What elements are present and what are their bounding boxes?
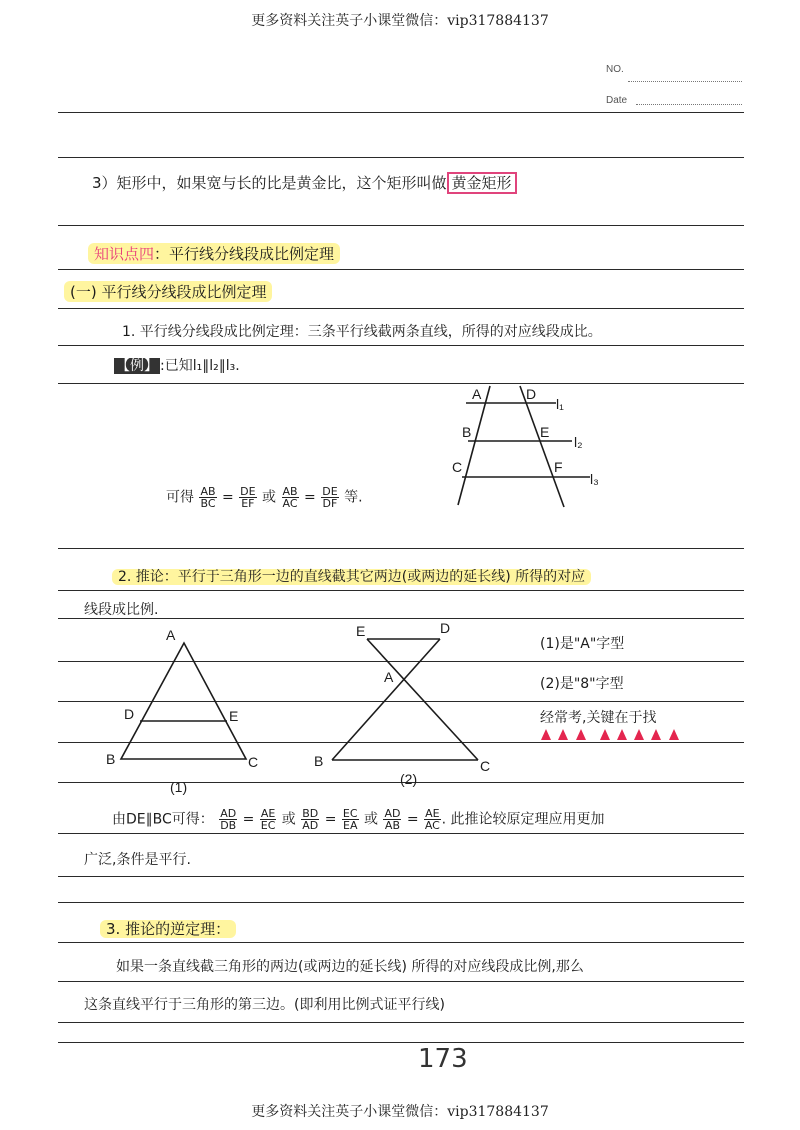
sub1-heading: (一) 平行线分线段成比例定理 <box>64 281 272 302</box>
point-label: B <box>106 751 116 767</box>
point-label: B <box>462 424 472 440</box>
frac-num: AB <box>200 485 216 498</box>
red-triangle-mark <box>651 729 661 740</box>
theorem1-text: 1. 平行线分线段成比例定理：三条平行线截两条直线，所得的对应线段成比。 <box>122 324 602 340</box>
frac-num: DE <box>322 485 338 498</box>
point-label: A <box>384 669 394 685</box>
conclusion1-suffix: 等. <box>344 489 363 506</box>
triangle-abc <box>121 643 246 759</box>
point-label: F <box>554 459 563 475</box>
or-word: 或 <box>364 811 379 828</box>
figure-caption: (2) <box>400 771 418 787</box>
converse-line2: 这条直线平行于三角形的第三边。(即利用比例式证平行线) <box>84 997 445 1013</box>
frac-den: DF <box>322 497 338 510</box>
corollary2-line2: 线段成比例. <box>84 602 159 618</box>
point-label: A <box>166 627 176 643</box>
point-label: D <box>526 386 537 402</box>
or-word: 或 <box>262 489 277 506</box>
frac-den: AB <box>384 819 400 832</box>
conclusion1-prefix: 可得 <box>166 489 194 506</box>
red-triangle-mark <box>669 729 679 740</box>
corollary-result-line2: 广泛,条件是平行. <box>84 852 191 868</box>
date-label: Date <box>606 95 628 106</box>
point-label: C <box>248 754 259 770</box>
point-label: D <box>440 620 451 636</box>
frac-num: BD <box>302 807 319 820</box>
frac-den: DB <box>220 819 237 832</box>
kp4-title: ：平行线分线段成比例定理 <box>154 245 335 263</box>
note-8-type: (2)是"8"字型 <box>540 676 624 692</box>
point-label: E <box>229 708 239 724</box>
point-label: C <box>452 459 463 475</box>
frac-den: EC <box>260 819 276 832</box>
cor-result-suffix: . 此推论较原定理应用更加 <box>441 811 605 828</box>
red-triangle-mark <box>558 729 568 740</box>
example-tag: 【例】 <box>116 358 158 374</box>
transversal-left <box>458 386 490 505</box>
line-label: l₂ <box>574 434 583 450</box>
note-key: 经常考,关键在于找 <box>540 710 657 726</box>
example-text: :已知l₁∥l₂∥l₃. <box>160 358 240 374</box>
cor-result-prefix: 由DE∥BC可得： <box>112 811 214 828</box>
segment-db <box>332 639 440 760</box>
watermark-footer: 更多资料关注英子小课堂微信：vip317884137 <box>251 1104 549 1120</box>
red-triangle-mark <box>600 729 610 740</box>
figure-a-type <box>121 643 246 759</box>
or-word: 或 <box>281 811 296 828</box>
point-label: C <box>480 758 491 774</box>
corollary2-text1: 2. 推论：平行于三角形一边的直线截其它两边(或两边的延长线) 所得的对应 <box>112 569 591 585</box>
segment-ec <box>367 639 478 760</box>
note-a-type: (1)是"A"字型 <box>540 636 625 652</box>
point-label: B <box>314 753 324 769</box>
figure-8-type <box>332 639 478 760</box>
red-triangle-mark <box>576 729 586 740</box>
point-label: E <box>540 424 550 440</box>
frac-den: BC <box>200 497 216 510</box>
red-triangle-mark <box>634 729 644 740</box>
no-label: NO. <box>606 64 624 75</box>
corollary-result-line1: 由DE∥BC可得： $\frac{AD}{DB}$ = $\frac{AE}{EC}$ 或 $\frac{BD}{AD}$ = $\frac{EC}{EA}$ 或 $\frac{AD}{AB}$ = $\frac{AE}{AC}$ . 此推论较原定理应用更加 <box>112 807 605 832</box>
frac-den: EA <box>343 819 358 832</box>
parallel-lines-diagram <box>458 386 590 507</box>
page-number: 173 <box>418 1044 468 1074</box>
frac-num: AE <box>260 807 276 820</box>
frac-num: EC <box>342 807 358 820</box>
frac-den: AD <box>302 819 319 832</box>
point-label: A <box>472 386 482 402</box>
converse-title-text: 3. 推论的逆定理： <box>100 920 236 938</box>
frac-den: EF <box>241 497 255 510</box>
line-label: l₃ <box>590 471 599 487</box>
kp4-label: 知识点四 <box>94 245 155 263</box>
frac-num: AE <box>425 807 440 820</box>
section3-prefix: 3）矩形中，如果宽与长的比是黄金比，这个矩形叫做 <box>92 174 447 192</box>
frac-num: AB <box>282 485 298 498</box>
frac-num: AD <box>220 807 237 820</box>
frac-den: AC <box>424 819 440 832</box>
figure-caption: (1) <box>170 779 188 795</box>
frac-num: DE <box>240 485 256 498</box>
golden-rectangle-term: 黄金矩形 <box>447 172 517 194</box>
watermark-header: 更多资料关注英子小课堂微信：vip317884137 <box>251 13 549 29</box>
converse-line1: 如果一条直线截三角形的两边(或两边的延长线) 所得的对应线段成比例,那么 <box>116 959 584 975</box>
frac-num: AD <box>384 807 401 820</box>
red-triangle-mark <box>617 729 627 740</box>
emphasis-marks <box>541 729 679 740</box>
red-triangle-mark <box>541 729 551 740</box>
point-label: D <box>124 706 135 722</box>
conclusion1: 可得 $\frac{AB}{BC}$ = $\frac{DE}{EF}$ 或 $\frac{AB}{AC}$ = $\frac{DE}{DF}$ 等. <box>166 485 363 510</box>
line-label: l₁ <box>556 396 564 412</box>
point-label: E <box>356 623 366 639</box>
frac-den: AC <box>282 497 298 510</box>
